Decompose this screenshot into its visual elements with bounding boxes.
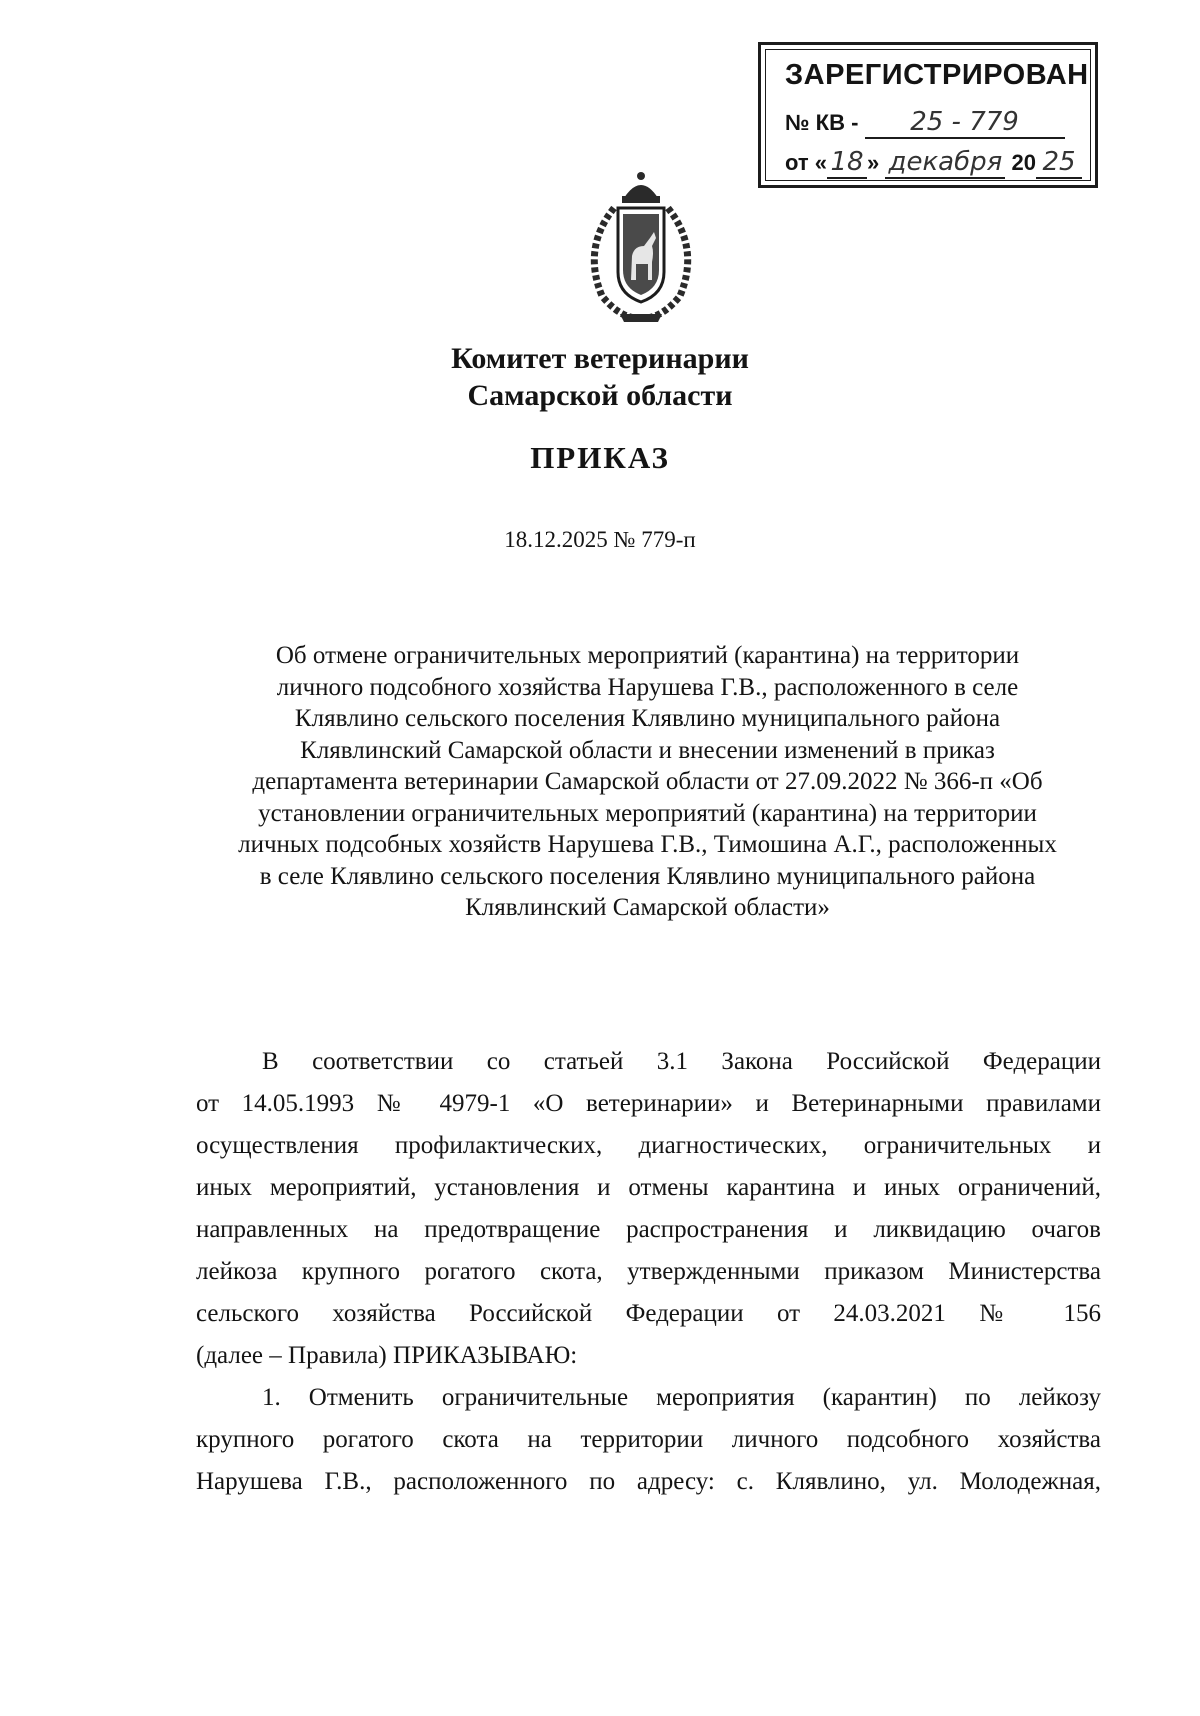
body-line: 1. Отменить ограничительные мероприятия (карантин) по лейкозу: [262, 1384, 1101, 1411]
stamp-date-prefix: от «: [785, 150, 828, 175]
subject-line: Клявлинский Самарской области»: [465, 894, 830, 921]
document-number: 18.12.2025 № 779-п: [504, 527, 696, 552]
stamp-day-suffix: »: [867, 150, 880, 175]
document-type: ПРИКАЗ: [530, 440, 670, 475]
org-line-2: Самарской области: [467, 379, 733, 412]
organization-name: [0, 340, 1200, 414]
subject-line: личных подсобных хозяйств Нарушева Г.В., Тимошина А.Г., расположенных: [238, 831, 1057, 858]
subject-line: Клявлинский Самарской области и внесении изменений в приказ: [300, 736, 995, 764]
stamp-year-suffix: 25: [1036, 147, 1082, 179]
body-line: иных мероприятий, установления и отмены карантина и иных ограничений,: [196, 1174, 1101, 1201]
stamp-date-row: [785, 147, 1082, 179]
registration-stamp: [758, 42, 1098, 188]
stamp-day: 18: [827, 147, 867, 179]
body-line: осуществления профилактических, диагностических, ограничительных и: [196, 1132, 1101, 1159]
subject-line: установлении ограничительных мероприятий (карантина) на территории: [258, 799, 1037, 827]
subject-line: Клявлино сельского поселения Клявлино муниципального района: [294, 705, 1001, 732]
body-line: Нарушева Г.В., расположенного по адресу: с. Клявлино, ул. Молодежная,: [196, 1468, 1101, 1495]
body-line: крупного рогатого скота на территории личного подсобного хозяйства: [196, 1426, 1101, 1453]
order-subject: [190, 640, 1105, 924]
stamp-number-value: 25 - 779: [865, 107, 1065, 139]
stamp-month: декабря: [885, 147, 1005, 179]
body-line: от 14.05.1993 № 4979-1 «О ветеринарии» и Ветеринарными правилами: [196, 1090, 1101, 1117]
body-line: направленных на предотвращение распространения и ликвидацию очагов: [196, 1216, 1101, 1243]
coat-of-arms-icon: [576, 168, 706, 328]
body-line: (далее – Правила) ПРИКАЗЫВАЮ:: [196, 1342, 578, 1369]
stamp-year-prefix: 20: [1011, 150, 1036, 175]
stamp-title: ЗАРЕГИСТРИРОВАН: [785, 59, 1089, 91]
subject-line: Об отмене ограничительных мероприятий (карантина) на территории: [275, 642, 1020, 669]
subject-line: в селе Клявлино сельского поселения Клявлино муниципального района: [259, 862, 1036, 890]
subject-line: личного подсобного хозяйства Нарушева Г.В., расположенного в селе: [276, 673, 1019, 701]
body-line: сельского хозяйства Российской Федерации от 24.03.2021 № 156: [196, 1300, 1101, 1327]
stamp-number-row: [785, 107, 1065, 139]
stamp-number-prefix: № КВ -: [785, 110, 859, 135]
body-line: лейкоза крупного рогатого скота, утвержденными приказом Министерства: [196, 1258, 1101, 1285]
body-line: В соответствии со статьей 3.1 Закона Российской Федерации: [262, 1048, 1101, 1075]
org-line-1: Комитет ветеринарии: [451, 342, 749, 375]
order-body: [196, 1041, 1101, 1503]
subject-line: департамента ветеринарии Самарской области от 27.09.2022 № 366-п «Об: [252, 768, 1043, 795]
